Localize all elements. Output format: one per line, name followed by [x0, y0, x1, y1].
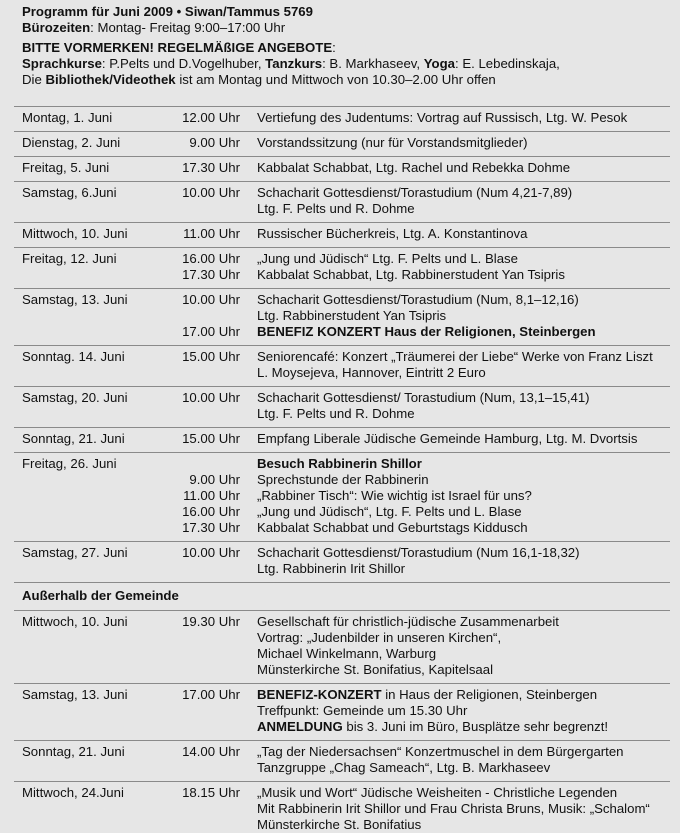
text-run: „Rabbiner Tisch“: Wie wichtig ist Israel für uns? [257, 488, 532, 503]
regular-offers-title: BITTE VORMERKEN! REGELMÄßIGE ANGEBOTE [22, 40, 333, 55]
text-run: Kabbalat Schabbat, Ltg. Rabbinerstudent Yan Tsipris [257, 267, 565, 282]
event-description [257, 406, 415, 422]
event-day: Dienstag, 2. Juni [22, 135, 121, 150]
event-description [257, 520, 528, 536]
event-day: Freitag, 12. Juni [22, 251, 117, 266]
text-run: Empfang Liberale Jüdische Gemeinde Hamburg, Ltg. M. Dvortsis [257, 431, 638, 446]
event-description [257, 817, 421, 833]
event-description [257, 292, 579, 308]
event-description [257, 185, 572, 201]
text-run: Schacharit Gottesdienst/Torastudium (Num 4,21-7,89) [257, 185, 573, 200]
text-run: L. Moysejeva, Hannover, Eintritt 2 Euro [257, 365, 486, 380]
text-run: Ltg. F. Pelts und R. Dohme [257, 406, 415, 421]
event-day: Sonntag, 21. Juni [22, 431, 125, 446]
text-run: : B. Markhaseev, [322, 56, 424, 71]
event-time: 15.00 Uhr [182, 349, 240, 364]
text-run: Gesellschaft für christlich-jüdische Zusammenarbeit [257, 614, 559, 629]
event-description [257, 614, 559, 630]
event-description [257, 646, 436, 662]
event-description [257, 390, 590, 406]
event-description [257, 160, 570, 176]
event-day: Mittwoch, 24.Juni [22, 785, 124, 800]
event-time: 17.00 Uhr [182, 687, 240, 702]
row-divider [14, 288, 670, 289]
event-time: 18.15 Uhr [182, 785, 240, 800]
row-divider [14, 181, 670, 182]
event-day: Samstag, 20. Juni [22, 390, 128, 405]
event-description [257, 744, 624, 760]
office-hours [22, 20, 285, 36]
event-time: 9.00 Uhr [189, 135, 240, 150]
text-run: „Musik und Wort“ Jüdische Weisheiten - Christliche Legenden [257, 785, 618, 800]
event-description [257, 760, 550, 776]
event-description [257, 703, 467, 719]
event-time: 17.30 Uhr [182, 520, 240, 535]
event-day: Montag, 1. Juni [22, 110, 113, 125]
event-time: 17.00 Uhr [182, 324, 240, 339]
event-description [257, 488, 532, 504]
event-description [257, 431, 637, 447]
event-time: 9.00 Uhr [189, 472, 240, 487]
event-description [257, 110, 627, 126]
text-run: : E. Lebedinskaja, [455, 56, 560, 71]
event-time: 10.00 Uhr [182, 390, 240, 405]
event-description [257, 545, 580, 561]
event-description [257, 349, 653, 365]
event-description [257, 561, 405, 577]
row-divider [14, 683, 670, 684]
text-run: Sprechstunde der Rabbinerin [257, 472, 429, 487]
row-divider [14, 582, 670, 583]
event-day: Freitag, 26. Juni [22, 456, 117, 471]
event-time: 16.00 Uhr [182, 504, 240, 519]
row-divider [14, 740, 670, 741]
event-description [257, 226, 527, 242]
event-day: Mittwoch, 10. Juni [22, 226, 128, 241]
row-divider [14, 541, 670, 542]
event-day: Freitag, 5. Juni [22, 160, 110, 175]
event-time: 15.00 Uhr [182, 431, 240, 446]
row-divider [14, 452, 670, 453]
text-run: Seniorencafé: Konzert „Träumerei der Liebe“ Werke von Franz Liszt [257, 349, 653, 364]
event-time: 12.00 Uhr [182, 110, 240, 125]
event-day: Samstag, 6.Juni [22, 185, 117, 200]
text-run: ist am Montag und Mittwoch von 10.30–2.00 Uhr offen [175, 72, 496, 87]
text-run: BENEFIZ KONZERT Haus der Religionen, Steinbergen [257, 324, 596, 339]
text-run: Yoga [423, 56, 455, 71]
row-divider [14, 610, 670, 611]
event-description [257, 472, 429, 488]
text-run: „Tag der Niedersachsen“ Konzertmuschel in dem Bürgergarten [257, 744, 624, 759]
text-run: Tanzkurs [265, 56, 323, 71]
event-day: Mittwoch, 10. Juni [22, 614, 128, 629]
event-time: 14.00 Uhr [182, 744, 240, 759]
event-description [257, 630, 501, 646]
event-description [257, 308, 446, 324]
text-run: „Jung und Jüdisch“, Ltg. F. Pelts und L. Blase [257, 504, 522, 519]
event-time: 17.30 Uhr [182, 267, 240, 282]
text-run: Kabbalat Schabbat und Geburtstags Kiddusch [257, 520, 528, 535]
event-description [257, 456, 422, 472]
row-divider [14, 222, 670, 223]
text-run: Michael Winkelmann, Warburg [257, 646, 437, 661]
row-divider [14, 156, 670, 157]
event-description [257, 251, 518, 267]
event-description [257, 662, 493, 678]
courses-line [22, 56, 560, 72]
event-day: Samstag, 13. Juni [22, 687, 128, 702]
text-run: Schacharit Gottesdienst/ Torastudium (Num, 13,1–15,41) [257, 390, 590, 405]
text-run: Ltg. Rabbinerstudent Yan Tsipris [257, 308, 447, 323]
text-run: Münsterkirche St. Bonifatius [257, 817, 422, 832]
row-divider [14, 345, 670, 346]
regular-offers-heading [22, 40, 336, 56]
event-description [257, 719, 608, 735]
text-run: Tanzgruppe „Chag Sameach“, Ltg. B. Markhaseev [257, 760, 551, 775]
regular-offers-colon: : [332, 40, 336, 55]
section-title: Außerhalb der Gemeinde [22, 588, 179, 603]
row-divider [14, 131, 670, 132]
event-description [257, 365, 486, 381]
row-divider [14, 106, 670, 107]
text-run: Vertiefung des Judentums: Vortrag auf Russisch, Ltg. W. Pesok [257, 110, 628, 125]
text-run: Vortrag: „Judenbilder in unseren Kirchen“, [257, 630, 502, 645]
text-run: ANMELDUNG [257, 719, 343, 734]
event-day: Sonntag. 14. Juni [22, 349, 125, 364]
text-run: Ltg. F. Pelts und R. Dohme [257, 201, 415, 216]
event-description [257, 267, 565, 283]
office-hours-label: Bürozeiten [22, 20, 91, 35]
event-time: 10.00 Uhr [182, 545, 240, 560]
text-run: Mit Rabbinerin Irit Shillor und Frau Christa Bruns, Musik: „Schalom“ [257, 801, 650, 816]
text-run: Schacharit Gottesdienst/Torastudium (Num, 8,1–12,16) [257, 292, 579, 307]
text-run: Ltg. Rabbinerin Irit Shillor [257, 561, 406, 576]
event-time: 19.30 Uhr [182, 614, 240, 629]
event-time: 11.00 Uhr [183, 226, 240, 241]
event-description [257, 201, 415, 217]
text-run: Die [22, 72, 46, 87]
text-run: BENEFIZ-KONZERT [257, 687, 382, 702]
text-run: Kabbalat Schabbat, Ltg. Rachel und Rebekka Dohme [257, 160, 571, 175]
event-description [257, 324, 596, 340]
text-run: Münsterkirche St. Bonifatius, Kapitelsaal [257, 662, 494, 677]
row-divider [14, 781, 670, 782]
event-time: 17.30 Uhr [182, 160, 240, 175]
event-time: 16.00 Uhr [182, 251, 240, 266]
text-run: Schacharit Gottesdienst/Torastudium (Num 16,1-18,32) [257, 545, 580, 560]
event-description [257, 687, 597, 703]
text-run: : P.Pelts und D.Vogelhuber, [101, 56, 266, 71]
event-description [257, 504, 522, 520]
row-divider [14, 427, 670, 428]
text-run: Treffpunkt: Gemeinde um 15.30 Uhr [257, 703, 468, 718]
event-time: 10.00 Uhr [182, 292, 240, 307]
event-day: Samstag, 13. Juni [22, 292, 128, 307]
text-run: Bibliothek/Videothek [45, 72, 176, 87]
event-time: 11.00 Uhr [183, 488, 240, 503]
text-run: in Haus der Religionen, Steinbergen [381, 687, 598, 702]
event-day: Samstag, 27. Juni [22, 545, 128, 560]
text-run: Besuch Rabbinerin Shillor [257, 456, 422, 471]
text-run: Sprachkurse [22, 56, 102, 71]
event-description [257, 801, 650, 817]
program-title: Programm für Juni 2009 • Siwan/Tammus 5769 [22, 4, 313, 19]
event-description [257, 785, 617, 801]
event-time: 10.00 Uhr [182, 185, 240, 200]
row-divider [14, 247, 670, 248]
office-hours-value: : Montag- Freitag 9:00–17:00 Uhr [90, 20, 286, 35]
text-run: Russischer Bücherkreis, Ltg. A. Konstantinova [257, 226, 528, 241]
row-divider [14, 386, 670, 387]
event-description [257, 135, 527, 151]
library-line [22, 72, 496, 88]
event-day: Sonntag, 21. Juni [22, 744, 125, 759]
text-run: Vorstandssitzung (nur für Vorstandsmitglieder) [257, 135, 528, 150]
text-run: bis 3. Juni im Büro, Busplätze sehr begrenzt! [342, 719, 609, 734]
text-run: „Jung und Jüdisch“ Ltg. F. Pelts und L. Blase [257, 251, 518, 266]
